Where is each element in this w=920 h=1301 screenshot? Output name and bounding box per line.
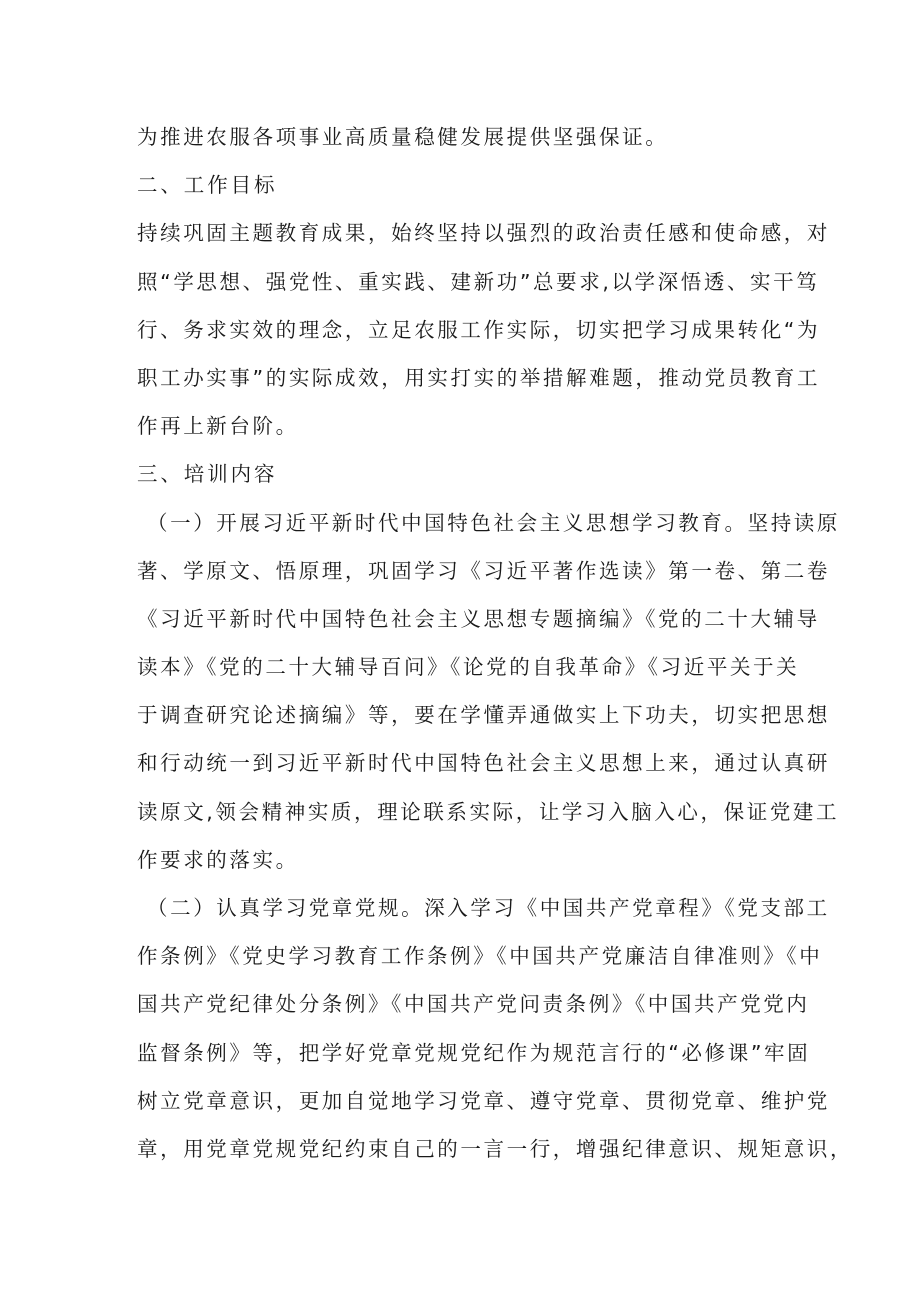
paragraph-line: 持续巩固主题教育成果，始终坚持以强烈的政治责任感和使命感，对 bbox=[137, 221, 830, 246]
paragraph-line: 和行动统一到习近平新时代中国特色社会主义思想上来，通过认真研 bbox=[137, 751, 830, 776]
paragraph-line: 作条例》《党史学习教育工作条例》《中国共产党廉洁自律准则》《中 bbox=[137, 944, 823, 969]
paragraph-line: 照“学思想、强党性、重实践、建新功”总要求,以学深悟透、实干笃 bbox=[137, 269, 820, 294]
paragraph-line: 于调查研究论述摘编》等，要在学懂弄通做实上下功夫，切实把思想 bbox=[137, 703, 830, 728]
paragraph-line: 职工办实事”的实际成效，用实打实的举措解难题，推动党员教育工 bbox=[137, 365, 821, 390]
paragraph-line: 章，用党章党规党纪约束自己的一言一行，增强纪律意识、规矩意识， bbox=[137, 1136, 854, 1161]
paragraph-line: 作再上新台阶。 bbox=[137, 414, 299, 439]
paragraph-line: 监督条例》等，把学好党章党规党纪作为规范言行的“必修课”牢固 bbox=[137, 1040, 811, 1065]
document-body bbox=[137, 113, 854, 1173]
paragraph-line: 《习近平新时代中国特色社会主义思想专题摘编》《党的二十大辅导 bbox=[137, 606, 820, 631]
paragraph-line: 国共产党纪律处分条例》《中国共产党问责条例》《中国共产党党内 bbox=[137, 992, 810, 1017]
paragraph-line: 行、务求实效的理念，立足农服工作实际，切实把学习成果转化“为 bbox=[137, 317, 821, 342]
paragraph-line: 作要求的落实。 bbox=[137, 847, 299, 872]
section-heading-work-goals: 二、工作目标 bbox=[137, 173, 278, 198]
paragraph-line: 树立党章意识，更加自觉地学习党章、遵守党章、贯彻党章、维护党 bbox=[137, 1088, 830, 1113]
section-heading-training-content: 三、培训内容 bbox=[137, 462, 278, 487]
subsection-line: （二）认真学习党章党规。深入学习《中国共产党章程》《党支部工 bbox=[147, 896, 830, 920]
paragraph-line: 读原文,领会精神实质，理论联系实际，让学习入脑入心，保证党建工 bbox=[137, 799, 840, 824]
paragraph-line: 为推进农服各项事业高质量稳健发展提供坚强保证。 bbox=[137, 125, 669, 149]
paragraph-line: 著、学原文、悟原理，巩固学习《习近平著作选读》第一卷、第二卷 bbox=[137, 558, 830, 583]
paragraph-line: 读本》《党的二十大辅导百问》《论党的自我革命》《习近平关于关 bbox=[137, 655, 800, 680]
subsection-line: （一）开展习近平新时代中国特色社会主义思想学习教育。坚持读原 bbox=[147, 510, 840, 535]
